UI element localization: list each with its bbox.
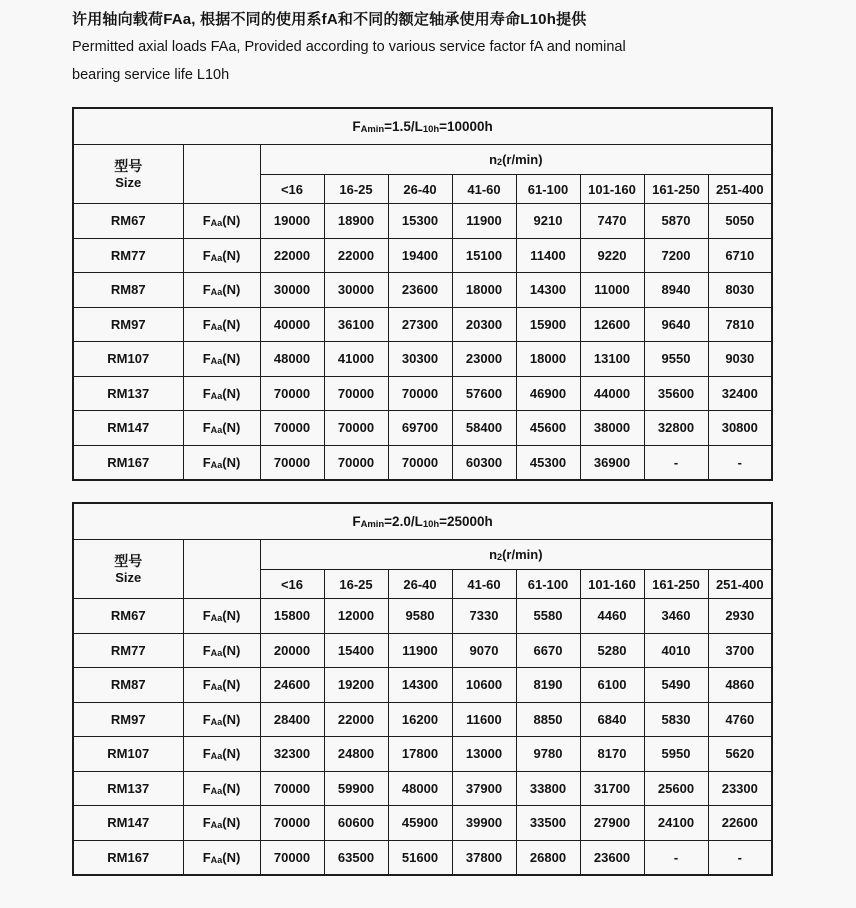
load-value-cell: 41000 bbox=[324, 342, 388, 377]
load-label-part: (N) bbox=[222, 213, 241, 229]
load-label-cell bbox=[183, 668, 260, 703]
load-value-cell: 5280 bbox=[580, 633, 644, 668]
size-label-zh: 型号 bbox=[114, 552, 143, 569]
load-value-cell: 12600 bbox=[580, 307, 644, 342]
load-label-part: F bbox=[202, 351, 211, 367]
load-value-cell: 24600 bbox=[260, 668, 324, 703]
load-value-cell: 70000 bbox=[324, 411, 388, 446]
speed-range-header: <16 bbox=[260, 175, 324, 204]
load-value-cell: 70000 bbox=[388, 376, 452, 411]
load-label-part: F bbox=[202, 420, 211, 436]
load-label-part: (N) bbox=[222, 420, 241, 436]
load-value-cell: 20300 bbox=[452, 307, 516, 342]
load-value-cell: 15300 bbox=[388, 204, 452, 239]
load-label-part: Aa bbox=[210, 356, 223, 367]
load-label-part: F bbox=[202, 213, 211, 229]
model-cell: RM87 bbox=[73, 273, 183, 308]
load-value-cell: - bbox=[708, 840, 772, 875]
load-label-part: Aa bbox=[210, 647, 223, 658]
load-label-part: (N) bbox=[222, 780, 241, 796]
speed-range-header: 16-25 bbox=[324, 175, 388, 204]
load-value-cell: 39900 bbox=[452, 806, 516, 841]
load-value-cell: 15900 bbox=[516, 307, 580, 342]
speed-header-part: 2 bbox=[497, 157, 503, 167]
load-value-cell: 5490 bbox=[644, 668, 708, 703]
load-value-cell: 30300 bbox=[388, 342, 452, 377]
load-label-part: Aa bbox=[210, 785, 223, 796]
load-label-part: F bbox=[202, 454, 211, 470]
load-label bbox=[203, 420, 241, 435]
speed-header bbox=[489, 152, 542, 167]
load-value-cell: 9780 bbox=[516, 737, 580, 772]
load-label-part: F bbox=[202, 815, 211, 831]
table-title-part: 10h bbox=[422, 519, 440, 530]
speed-range-header: 41-60 bbox=[452, 570, 516, 599]
load-label bbox=[203, 746, 241, 761]
load-value-cell: 4010 bbox=[644, 633, 708, 668]
load-label-part: (N) bbox=[222, 282, 241, 298]
speed-header-part: n bbox=[489, 152, 498, 167]
load-value-cell: 9640 bbox=[644, 307, 708, 342]
load-value-cell: 4760 bbox=[708, 702, 772, 737]
table-row bbox=[73, 806, 772, 841]
load-label-part: Aa bbox=[210, 751, 223, 762]
table-row bbox=[73, 238, 772, 273]
model-cell: RM147 bbox=[73, 806, 183, 841]
load-value-cell: 23600 bbox=[580, 840, 644, 875]
load-value-cell: 20000 bbox=[260, 633, 324, 668]
load-value-cell: 18000 bbox=[452, 273, 516, 308]
load-label-part: F bbox=[202, 282, 211, 298]
load-label-cell bbox=[183, 599, 260, 634]
load-label-part: Aa bbox=[210, 321, 223, 332]
load-label-part: F bbox=[202, 316, 211, 332]
load-value-cell: 60600 bbox=[324, 806, 388, 841]
load-value-cell: 5830 bbox=[644, 702, 708, 737]
load-value-cell: 9550 bbox=[644, 342, 708, 377]
model-cell: RM87 bbox=[73, 668, 183, 703]
load-value-cell: 32800 bbox=[644, 411, 708, 446]
load-value-cell: 11000 bbox=[580, 273, 644, 308]
load-value-cell: 25600 bbox=[644, 771, 708, 806]
load-label bbox=[203, 386, 241, 401]
table-title-part: =1.5/L bbox=[384, 119, 423, 134]
load-value-cell: 4860 bbox=[708, 668, 772, 703]
load-value-cell: 70000 bbox=[260, 411, 324, 446]
table-row bbox=[73, 737, 772, 772]
load-label-cell bbox=[183, 737, 260, 772]
load-value-cell: 70000 bbox=[260, 445, 324, 480]
model-cell: RM67 bbox=[73, 204, 183, 239]
load-value-cell: 59900 bbox=[324, 771, 388, 806]
table-row bbox=[73, 445, 772, 480]
model-cell: RM147 bbox=[73, 411, 183, 446]
speed-column-group-header bbox=[260, 540, 772, 570]
load-label-cell bbox=[183, 411, 260, 446]
load-value-cell: 63500 bbox=[324, 840, 388, 875]
load-value-cell: 11900 bbox=[452, 204, 516, 239]
load-value-cell: 5580 bbox=[516, 599, 580, 634]
speed-range-header: 101-160 bbox=[580, 175, 644, 204]
load-value-cell: 5870 bbox=[644, 204, 708, 239]
load-label-cell bbox=[183, 771, 260, 806]
load-label-cell bbox=[183, 840, 260, 875]
load-value-cell: 16200 bbox=[388, 702, 452, 737]
speed-range-header: 26-40 bbox=[388, 570, 452, 599]
table-row bbox=[73, 376, 772, 411]
load-label-column-header bbox=[183, 540, 260, 599]
model-cell: RM97 bbox=[73, 702, 183, 737]
load-label bbox=[203, 850, 241, 865]
size-label-zh: 型号 bbox=[114, 157, 143, 174]
load-value-cell: - bbox=[708, 445, 772, 480]
load-label-part: Aa bbox=[210, 682, 223, 693]
load-value-cell: 69700 bbox=[388, 411, 452, 446]
speed-range-header: 61-100 bbox=[516, 175, 580, 204]
axial-load-table-fa2.0 bbox=[72, 502, 773, 876]
load-value-cell: 23000 bbox=[452, 342, 516, 377]
load-label-part: F bbox=[202, 711, 211, 727]
heading-english-line1: Permitted axial loads FAa, Provided according to various service factor fA and nominal bbox=[72, 39, 626, 55]
table-row bbox=[73, 204, 772, 239]
load-value-cell: 35600 bbox=[644, 376, 708, 411]
table-title-part: =25000h bbox=[439, 514, 493, 529]
load-value-cell: 14300 bbox=[516, 273, 580, 308]
size-label-en: Size bbox=[115, 174, 142, 190]
model-cell: RM167 bbox=[73, 445, 183, 480]
heading-english-line2: bearing service life L10h bbox=[72, 67, 230, 83]
load-value-cell: 22000 bbox=[324, 702, 388, 737]
load-value-cell: 70000 bbox=[260, 771, 324, 806]
load-value-cell: 8170 bbox=[580, 737, 644, 772]
load-value-cell: 38000 bbox=[580, 411, 644, 446]
load-value-cell: 58400 bbox=[452, 411, 516, 446]
table-row bbox=[73, 840, 772, 875]
load-value-cell: 30000 bbox=[260, 273, 324, 308]
load-value-cell: 23300 bbox=[708, 771, 772, 806]
load-label-part: Aa bbox=[210, 613, 223, 624]
load-value-cell: 26800 bbox=[516, 840, 580, 875]
load-value-cell: - bbox=[644, 840, 708, 875]
model-cell: RM107 bbox=[73, 342, 183, 377]
load-value-cell: 15100 bbox=[452, 238, 516, 273]
load-label bbox=[203, 781, 241, 796]
load-label-part: F bbox=[202, 608, 211, 624]
table-row bbox=[73, 273, 772, 308]
load-value-cell: 19200 bbox=[324, 668, 388, 703]
load-value-cell: 48000 bbox=[260, 342, 324, 377]
load-value-cell: 30800 bbox=[708, 411, 772, 446]
load-label bbox=[203, 213, 241, 228]
load-label-part: (N) bbox=[222, 642, 241, 658]
load-label bbox=[203, 282, 241, 297]
speed-range-header: 251-400 bbox=[708, 175, 772, 204]
table-row bbox=[73, 633, 772, 668]
load-value-cell: 7470 bbox=[580, 204, 644, 239]
load-label-part: Aa bbox=[210, 820, 223, 831]
load-value-cell: 18900 bbox=[324, 204, 388, 239]
load-label-part: F bbox=[202, 642, 211, 658]
table-title-part: =2.0/L bbox=[384, 514, 423, 529]
load-value-cell: 10600 bbox=[452, 668, 516, 703]
load-label-part: F bbox=[202, 746, 211, 762]
page-heading bbox=[72, 8, 826, 83]
load-value-cell: 60300 bbox=[452, 445, 516, 480]
load-label-part: Aa bbox=[210, 390, 223, 401]
load-value-cell: 33800 bbox=[516, 771, 580, 806]
load-label-part: (N) bbox=[222, 815, 241, 831]
load-value-cell: 45900 bbox=[388, 806, 452, 841]
speed-range-header: 101-160 bbox=[580, 570, 644, 599]
load-label-part: (N) bbox=[222, 746, 241, 762]
load-label-part: (N) bbox=[222, 351, 241, 367]
model-cell: RM77 bbox=[73, 238, 183, 273]
speed-header-part: (r/min) bbox=[502, 547, 543, 562]
load-label bbox=[203, 712, 241, 727]
table-row bbox=[73, 411, 772, 446]
speed-range-header: 161-250 bbox=[644, 570, 708, 599]
table-title-part: F bbox=[352, 514, 361, 529]
load-value-cell: 44000 bbox=[580, 376, 644, 411]
load-label-part: F bbox=[202, 247, 211, 263]
load-label-part: Aa bbox=[210, 459, 223, 470]
load-label bbox=[203, 455, 241, 470]
load-value-cell: 24100 bbox=[644, 806, 708, 841]
load-value-cell: 5050 bbox=[708, 204, 772, 239]
load-value-cell: 8850 bbox=[516, 702, 580, 737]
speed-header-part: 2 bbox=[497, 552, 503, 562]
load-value-cell: 37800 bbox=[452, 840, 516, 875]
load-label bbox=[203, 317, 241, 332]
load-value-cell: 36900 bbox=[580, 445, 644, 480]
load-value-cell: 27300 bbox=[388, 307, 452, 342]
load-value-cell: 4460 bbox=[580, 599, 644, 634]
load-value-cell: 48000 bbox=[388, 771, 452, 806]
load-value-cell: 7330 bbox=[452, 599, 516, 634]
load-value-cell: 9030 bbox=[708, 342, 772, 377]
speed-header-part: n bbox=[489, 547, 498, 562]
load-value-cell: 11900 bbox=[388, 633, 452, 668]
load-value-cell: 45600 bbox=[516, 411, 580, 446]
load-value-cell: 36100 bbox=[324, 307, 388, 342]
table-title-cell bbox=[73, 503, 772, 540]
load-value-cell: 5620 bbox=[708, 737, 772, 772]
load-label-part: Aa bbox=[210, 716, 223, 727]
speed-range-header: 41-60 bbox=[452, 175, 516, 204]
load-value-cell: 70000 bbox=[388, 445, 452, 480]
table-title-part: Amin bbox=[360, 124, 385, 135]
load-value-cell: 46900 bbox=[516, 376, 580, 411]
load-value-cell: 70000 bbox=[324, 376, 388, 411]
load-value-cell: 3700 bbox=[708, 633, 772, 668]
load-value-cell: 13000 bbox=[452, 737, 516, 772]
load-value-cell: 31700 bbox=[580, 771, 644, 806]
load-value-cell: 17800 bbox=[388, 737, 452, 772]
size-column-header bbox=[73, 145, 183, 204]
load-label-part: (N) bbox=[222, 247, 241, 263]
load-label-cell bbox=[183, 238, 260, 273]
load-label-cell bbox=[183, 633, 260, 668]
load-value-cell: 8030 bbox=[708, 273, 772, 308]
load-label-part: (N) bbox=[222, 849, 241, 865]
model-cell: RM107 bbox=[73, 737, 183, 772]
load-value-cell: 45300 bbox=[516, 445, 580, 480]
load-value-cell: 23600 bbox=[388, 273, 452, 308]
load-value-cell: 6840 bbox=[580, 702, 644, 737]
load-value-cell: 27900 bbox=[580, 806, 644, 841]
load-value-cell: 13100 bbox=[580, 342, 644, 377]
model-cell: RM137 bbox=[73, 376, 183, 411]
load-label-part: (N) bbox=[222, 316, 241, 332]
speed-range-header: 251-400 bbox=[708, 570, 772, 599]
load-label bbox=[203, 643, 241, 658]
load-label-part: F bbox=[202, 849, 211, 865]
model-cell: RM67 bbox=[73, 599, 183, 634]
size-column-header bbox=[73, 540, 183, 599]
load-label bbox=[203, 351, 241, 366]
load-label bbox=[203, 248, 241, 263]
load-value-cell: 18000 bbox=[516, 342, 580, 377]
speed-header-part: (r/min) bbox=[502, 152, 543, 167]
load-label-part: Aa bbox=[210, 425, 223, 436]
load-value-cell: 9580 bbox=[388, 599, 452, 634]
table-title-part: =10000h bbox=[439, 119, 493, 134]
load-label-part: Aa bbox=[210, 252, 223, 263]
load-value-cell: 8940 bbox=[644, 273, 708, 308]
load-value-cell: 70000 bbox=[324, 445, 388, 480]
load-label-cell bbox=[183, 342, 260, 377]
table-title bbox=[352, 514, 492, 529]
load-value-cell: 30000 bbox=[324, 273, 388, 308]
speed-range-header: 26-40 bbox=[388, 175, 452, 204]
load-value-cell: 14300 bbox=[388, 668, 452, 703]
load-value-cell: 32300 bbox=[260, 737, 324, 772]
load-value-cell: 22600 bbox=[708, 806, 772, 841]
load-value-cell: 15400 bbox=[324, 633, 388, 668]
load-value-cell: 3460 bbox=[644, 599, 708, 634]
load-value-cell: 7810 bbox=[708, 307, 772, 342]
load-value-cell: 70000 bbox=[260, 806, 324, 841]
load-label-part: F bbox=[202, 677, 211, 693]
load-value-cell: 2930 bbox=[708, 599, 772, 634]
table-row bbox=[73, 342, 772, 377]
load-label-cell bbox=[183, 702, 260, 737]
speed-range-header: 61-100 bbox=[516, 570, 580, 599]
load-label-part: Aa bbox=[210, 854, 223, 865]
speed-range-header: 161-250 bbox=[644, 175, 708, 204]
axial-load-table-fa1.5 bbox=[72, 107, 773, 481]
load-value-cell: 28400 bbox=[260, 702, 324, 737]
table-row bbox=[73, 702, 772, 737]
load-value-cell: 33500 bbox=[516, 806, 580, 841]
table-title-part: Amin bbox=[360, 519, 385, 530]
load-value-cell: 6670 bbox=[516, 633, 580, 668]
load-label-part: Aa bbox=[210, 218, 223, 229]
load-value-cell: 6100 bbox=[580, 668, 644, 703]
load-label-part: F bbox=[202, 780, 211, 796]
load-label-cell bbox=[183, 307, 260, 342]
load-value-cell: 19000 bbox=[260, 204, 324, 239]
table-title-cell bbox=[73, 108, 772, 145]
load-value-cell: 11600 bbox=[452, 702, 516, 737]
load-label-cell bbox=[183, 806, 260, 841]
load-value-cell: 19400 bbox=[388, 238, 452, 273]
load-value-cell: 9220 bbox=[580, 238, 644, 273]
load-label-part: (N) bbox=[222, 711, 241, 727]
load-label bbox=[203, 815, 241, 830]
load-value-cell: 7200 bbox=[644, 238, 708, 273]
load-label bbox=[203, 608, 241, 623]
model-cell: RM137 bbox=[73, 771, 183, 806]
load-label-column-header bbox=[183, 145, 260, 204]
load-label-part: Aa bbox=[210, 287, 223, 298]
load-label-cell bbox=[183, 445, 260, 480]
table-row bbox=[73, 668, 772, 703]
load-label-part: (N) bbox=[222, 385, 241, 401]
load-value-cell: 70000 bbox=[260, 376, 324, 411]
load-value-cell: 22000 bbox=[324, 238, 388, 273]
load-value-cell: 6710 bbox=[708, 238, 772, 273]
table-row bbox=[73, 307, 772, 342]
model-cell: RM97 bbox=[73, 307, 183, 342]
speed-header bbox=[489, 547, 542, 562]
load-value-cell: 9210 bbox=[516, 204, 580, 239]
size-label-en: Size bbox=[115, 569, 142, 585]
load-value-cell: 11400 bbox=[516, 238, 580, 273]
load-value-cell: 24800 bbox=[324, 737, 388, 772]
load-value-cell: 15800 bbox=[260, 599, 324, 634]
load-label-part: (N) bbox=[222, 608, 241, 624]
table-title-part: F bbox=[352, 119, 361, 134]
load-value-cell: 32400 bbox=[708, 376, 772, 411]
load-label-part: F bbox=[202, 385, 211, 401]
load-value-cell: 70000 bbox=[260, 840, 324, 875]
speed-column-group-header bbox=[260, 145, 772, 175]
table-title-part: 10h bbox=[422, 124, 440, 135]
table-row bbox=[73, 771, 772, 806]
load-value-cell: 9070 bbox=[452, 633, 516, 668]
speed-range-header: 16-25 bbox=[324, 570, 388, 599]
table-row bbox=[73, 599, 772, 634]
load-label-cell bbox=[183, 273, 260, 308]
speed-range-header: <16 bbox=[260, 570, 324, 599]
load-label-cell bbox=[183, 376, 260, 411]
load-value-cell: - bbox=[644, 445, 708, 480]
load-value-cell: 5950 bbox=[644, 737, 708, 772]
load-value-cell: 40000 bbox=[260, 307, 324, 342]
heading-chinese: 许用轴向载荷FAa, 根据不同的使用系fA和不同的额定轴承使用寿命L10h提供 bbox=[72, 11, 587, 28]
load-label-part: (N) bbox=[222, 677, 241, 693]
load-value-cell: 12000 bbox=[324, 599, 388, 634]
load-value-cell: 51600 bbox=[388, 840, 452, 875]
load-value-cell: 22000 bbox=[260, 238, 324, 273]
load-label-cell bbox=[183, 204, 260, 239]
model-cell: RM167 bbox=[73, 840, 183, 875]
load-value-cell: 8190 bbox=[516, 668, 580, 703]
load-label-part: (N) bbox=[222, 454, 241, 470]
load-value-cell: 57600 bbox=[452, 376, 516, 411]
load-label bbox=[203, 677, 241, 692]
table-title bbox=[352, 119, 492, 134]
model-cell: RM77 bbox=[73, 633, 183, 668]
load-value-cell: 37900 bbox=[452, 771, 516, 806]
